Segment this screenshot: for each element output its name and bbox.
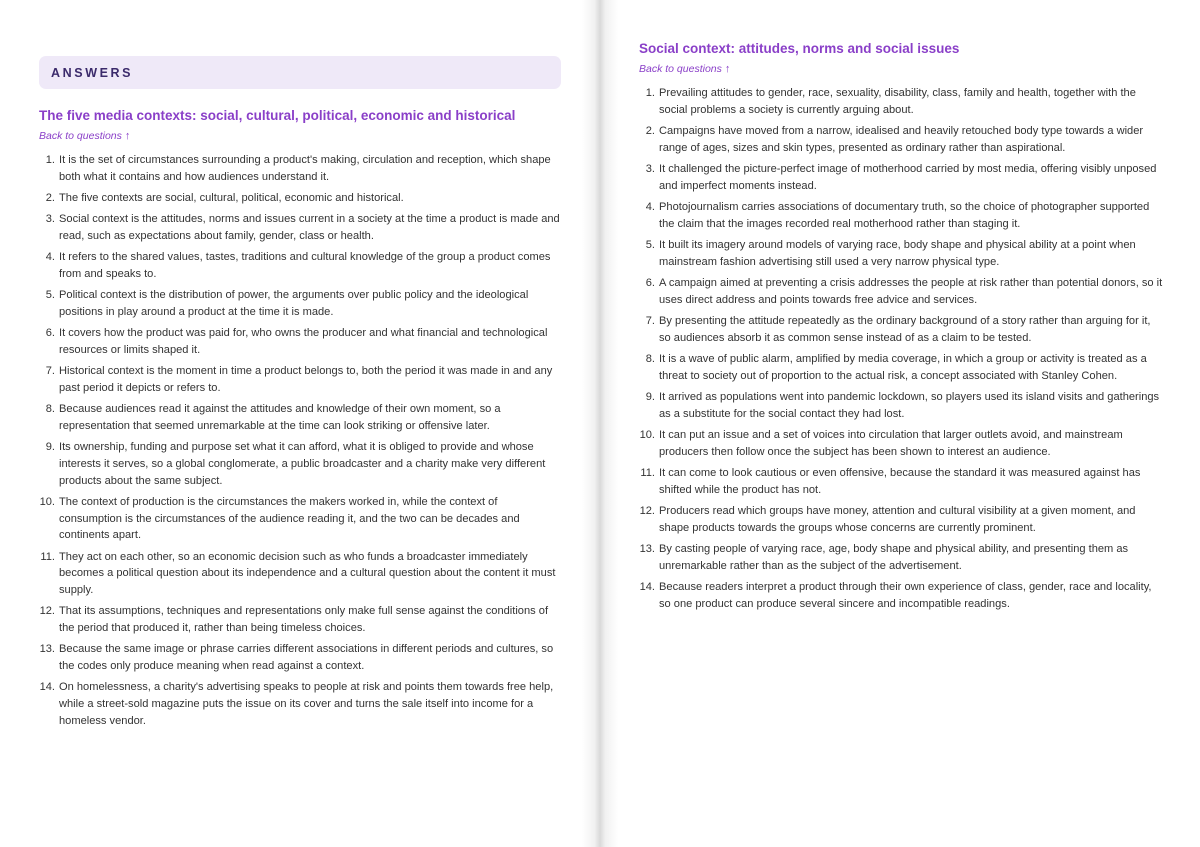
answer-number: 2. [45, 191, 55, 204]
answer-text: Prevailing attitudes to gender, race, sexuality, disability, class, family and health, together with the social problems a society is currently arguing about. [659, 87, 1136, 116]
answer-number: 10. [39, 495, 55, 508]
answer-number: 11. [40, 550, 55, 563]
answer-number: 6. [45, 327, 55, 340]
answer-text: Producers read which groups have money, attention and cultural visibility at a given moment, and shape products towards the groups whose concerns are currently prominent. [659, 504, 1136, 534]
back-link-label: Back to questions [39, 130, 122, 142]
answer-number: 4. [645, 200, 655, 213]
answer-number: 7. [645, 314, 655, 327]
back-to-questions-link-right[interactable] [639, 63, 730, 75]
answer-number: 1. [45, 154, 55, 166]
answer-text: A campaign aimed at preventing a crisis addresses the people at risk rather than potential donors, so it uses direct address and points towards free advice and services. [659, 276, 1163, 306]
answer-text: Historical context is the moment in time a product belongs to, both the period it was made in and any past period it depicts or refers to. [59, 365, 553, 394]
answer-number: 9. [645, 390, 655, 403]
answer-item [639, 275, 1163, 309]
answer-number: 3. [45, 213, 55, 226]
answer-item [639, 237, 1163, 271]
answer-item [639, 123, 1163, 157]
answer-text: Its ownership, funding and purpose set what it can afford, what it is obliged to provide and whose interests it serves, so a global conglomerate, a public broadcaster and a charity make very different products about the same subject. [59, 441, 546, 487]
answer-number: 5. [45, 289, 55, 302]
answer-number: 6. [645, 276, 655, 289]
answer-number: 12. [39, 605, 55, 618]
answer-number: 14. [39, 681, 55, 694]
book-gutter [582, 0, 618, 847]
answer-item [39, 641, 563, 675]
answer-text: By casting people of varying race, age, body shape and physical ability, and presenting them as unremarkable rather than as the subject of the advertisement. [659, 542, 1129, 572]
answer-text: By presenting the attitude repeatedly as the ordinary background of a story rather than arguing for it, so audiences absorb it as common sense instead of as a claim to be tested. [659, 314, 1151, 344]
answer-item [639, 161, 1163, 195]
answer-text: Campaigns have moved from a narrow, idealised and heavily retouched body type towards a wider range of ages, sizes and skin types, presented as ordinary rather than aspirational. [659, 124, 1144, 154]
answer-number: 1. [645, 87, 655, 99]
answer-item [39, 401, 563, 435]
answer-text: It covers how the product was paid for, who owns the producer and what financial and technological resources or limits shaped it. [59, 327, 548, 356]
arrow-up-icon: ↑ [724, 63, 731, 75]
answer-text: They act on each other, so an economic decision such as who funds a broadcaster immediately becomes a political question about its independence and a cultural question about the content it must supply. [59, 550, 556, 597]
answer-item [39, 190, 563, 207]
answer-text: It challenged the picture-perfect image of motherhood carried by most media, offering visibly unposed and imperfect moments instead. [659, 162, 1157, 192]
answer-item [639, 465, 1163, 499]
answer-item [39, 363, 563, 397]
answer-text: It is the set of circumstances surrounding a product's making, circulation and reception, which shape both what it contains and how audiences understand it. [59, 154, 551, 183]
answer-item [39, 152, 563, 186]
answer-text: Social context is the attitudes, norms and issues current in a society at the time a product is made and read, such as expectations about family, gender, class or health. [59, 213, 560, 242]
answer-number: 13. [39, 643, 55, 656]
answer-item [639, 85, 1163, 119]
answer-item [39, 325, 563, 359]
answer-number: 8. [45, 403, 55, 416]
answer-text: It arrived as populations went into pandemic lockdown, so players used its island visits and gatherings as a substitute for the social contact they had lost. [659, 390, 1160, 420]
answer-item [639, 199, 1163, 233]
answer-text: Because readers interpret a product through their own experience of class, gender, race and locality, so one product can produce several sincere and incompatible readings. [659, 580, 1152, 610]
answer-text: Because the same image or phrase carries different associations in different periods and cultures, so the codes only produce meaning when read against a context. [59, 643, 554, 673]
answer-number: 13. [639, 542, 655, 555]
answer-text: It is a wave of public alarm, amplified by media coverage, in which a group or activity is treated as a threat to society out of proportion to the actual risk, a concept associated with Stanley Cohen. [659, 352, 1147, 382]
answers-list-social-context [639, 85, 1163, 617]
answer-text: The context of production is the circumstances the makers worked in, while the context of consumption is the circumstances of the audience reading it, and the two can be decades and continents apart. [59, 495, 520, 542]
answer-number: 11. [640, 466, 655, 479]
answer-text: It can put an issue and a set of voices into circulation that larger outlets avoid, and mainstream producers then follow once the subject has been shown to interest an audience. [659, 428, 1123, 458]
answer-number: 3. [645, 162, 655, 175]
back-link-label: Back to questions [639, 63, 722, 75]
answer-number: 5. [645, 238, 655, 251]
answer-item [639, 579, 1163, 613]
arrow-up-icon: ↑ [124, 130, 131, 142]
answer-number: 14. [639, 580, 655, 593]
answers-banner: ANSWERS [39, 56, 561, 89]
answer-text: Photojournalism carries associations of documentary truth, so the choice of photographer supported the claim that the images recorded real motherhood rather than staging it. [659, 200, 1150, 230]
answer-item [39, 249, 563, 283]
section-title-social-context: Social context: attitudes, norms and social issues [639, 41, 960, 56]
answer-text: Because audiences read it against the attitudes and knowledge of their own moment, so a representation that seemed unremarkable at the time can look striking or offensive later. [59, 403, 501, 432]
answers-list-media-contexts [39, 152, 563, 734]
answer-number: 2. [645, 124, 655, 137]
answer-text: The five contexts are social, cultural, political, economic and historical. [59, 191, 404, 204]
answer-number: 10. [639, 428, 655, 441]
answer-number: 12. [639, 504, 655, 517]
answer-text: It can come to look cautious or even offensive, because the standard it was measured against has shifted while the product has not. [659, 466, 1141, 496]
answer-number: 9. [45, 441, 55, 454]
answer-item [39, 494, 563, 544]
answer-item [39, 439, 563, 489]
answer-item [639, 313, 1163, 347]
back-to-questions-link-left[interactable] [39, 130, 130, 142]
answer-item [39, 211, 563, 245]
answer-text: That its assumptions, techniques and representations only make full sense against the conditions of the period that produced it, rather than being timeless choices. [59, 605, 549, 635]
answer-item [39, 679, 563, 729]
answer-item [639, 389, 1163, 423]
answer-text: It built its imagery around models of varying race, body shape and physical ability at a point when mainstream fashion advertising still used a very narrow physical type. [659, 238, 1136, 268]
answer-item [639, 541, 1163, 575]
answer-text: On homelessness, a charity's advertising speaks to people at risk and points them towards free help, while a street-sold magazine puts the issue on its cover and turns the sale itself into income for a homeless vendor. [59, 681, 554, 727]
answer-item [639, 503, 1163, 537]
section-title-media-contexts: The five media contexts: social, cultural, political, economic and historical [39, 108, 516, 123]
answer-number: 7. [45, 365, 55, 378]
answer-number: 8. [645, 352, 655, 365]
answer-text: Political context is the distribution of power, the arguments over public policy and the ideological positions in play around a product at the time it is made. [59, 289, 529, 318]
answer-number: 4. [45, 251, 55, 264]
answer-item [39, 603, 563, 637]
answer-item [639, 351, 1163, 385]
answer-item [39, 549, 563, 599]
answer-item [639, 427, 1163, 461]
answer-item [39, 287, 563, 321]
answer-text: It refers to the shared values, tastes, traditions and cultural knowledge of the group a product comes from and speaks to. [59, 251, 551, 280]
